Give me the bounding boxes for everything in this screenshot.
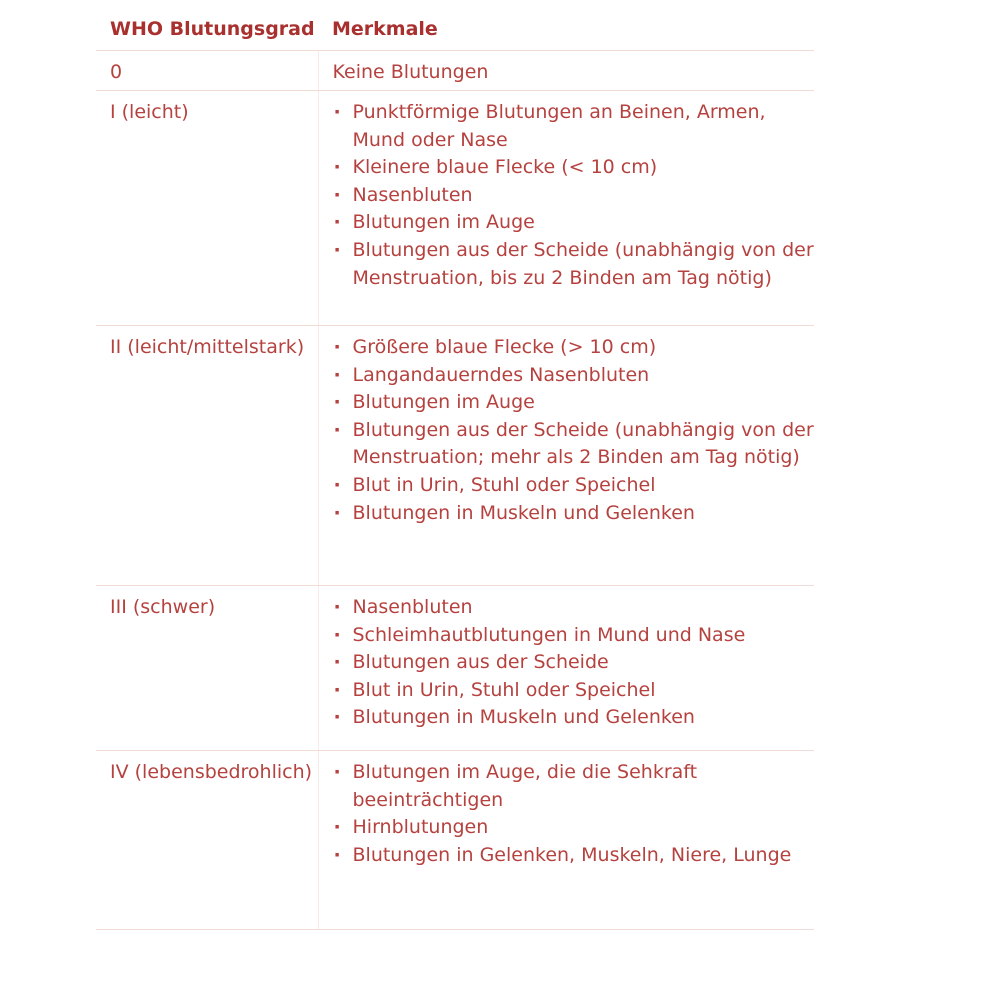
- list-item: · Kleinere blaue Flecke (< 10 cm): [333, 154, 815, 182]
- grade-cell: 0: [96, 51, 318, 91]
- list-item: · Hirnblutungen: [333, 814, 815, 842]
- bleeding-grade-table: [96, 12, 814, 930]
- table-row: [96, 51, 814, 91]
- feature-list: [333, 759, 815, 869]
- list-item: · Blutungen in Gelenken, Muskeln, Niere, Lunge: [333, 842, 815, 870]
- table-row: [96, 326, 814, 586]
- list-item: · Blutungen aus der Scheide (unabhängig von der Menstruation; mehr als 2 Binden am Tag nötig): [333, 417, 815, 472]
- table-row: [96, 91, 814, 326]
- features-cell: [318, 91, 814, 326]
- feature-list: [333, 594, 815, 732]
- header-features: Merkmale: [318, 12, 814, 51]
- feature-list: [333, 334, 815, 527]
- list-item: · Blutungen im Auge: [333, 209, 815, 237]
- grade-cell: I (leicht): [96, 91, 318, 326]
- feature-list: [333, 99, 815, 292]
- header-grade: WHO Blutungsgrad: [96, 12, 318, 51]
- list-item: · Nasenbluten: [333, 594, 815, 622]
- list-item: · Blutungen im Auge, die die Sehkraft beeinträchtigen: [333, 759, 815, 814]
- features-cell: Keine Blutungen: [318, 51, 814, 91]
- grade-cell: II (leicht/mittelstark): [96, 326, 318, 586]
- list-item: · Nasenbluten: [333, 182, 815, 210]
- list-item: · Blut in Urin, Stuhl oder Speichel: [333, 472, 815, 500]
- list-item: · Blutungen in Muskeln und Gelenken: [333, 704, 815, 732]
- table-header-row: [96, 12, 814, 51]
- list-item: · Schleimhautblutungen in Mund und Nase: [333, 622, 815, 650]
- list-item: · Blutungen aus der Scheide: [333, 649, 815, 677]
- list-item: · Langandauerndes Nasenbluten: [333, 362, 815, 390]
- list-item: · Größere blaue Flecke (> 10 cm): [333, 334, 815, 362]
- features-cell: [318, 586, 814, 751]
- list-item: · Blutungen aus der Scheide (unabhängig von der Menstruation, bis zu 2 Binden am Tag nötig): [333, 237, 815, 292]
- list-item: · Blutungen in Muskeln und Gelenken: [333, 500, 815, 528]
- table-row: [96, 586, 814, 751]
- list-item: · Punktförmige Blutungen an Beinen, Armen, Mund oder Nase: [333, 99, 815, 154]
- list-item: · Blutungen im Auge: [333, 389, 815, 417]
- features-cell: [318, 326, 814, 586]
- grade-cell: IV (lebensbedrohlich): [96, 751, 318, 930]
- features-cell: [318, 751, 814, 930]
- grade-cell: III (schwer): [96, 586, 318, 751]
- list-item: · Blut in Urin, Stuhl oder Speichel: [333, 677, 815, 705]
- table-row: [96, 751, 814, 930]
